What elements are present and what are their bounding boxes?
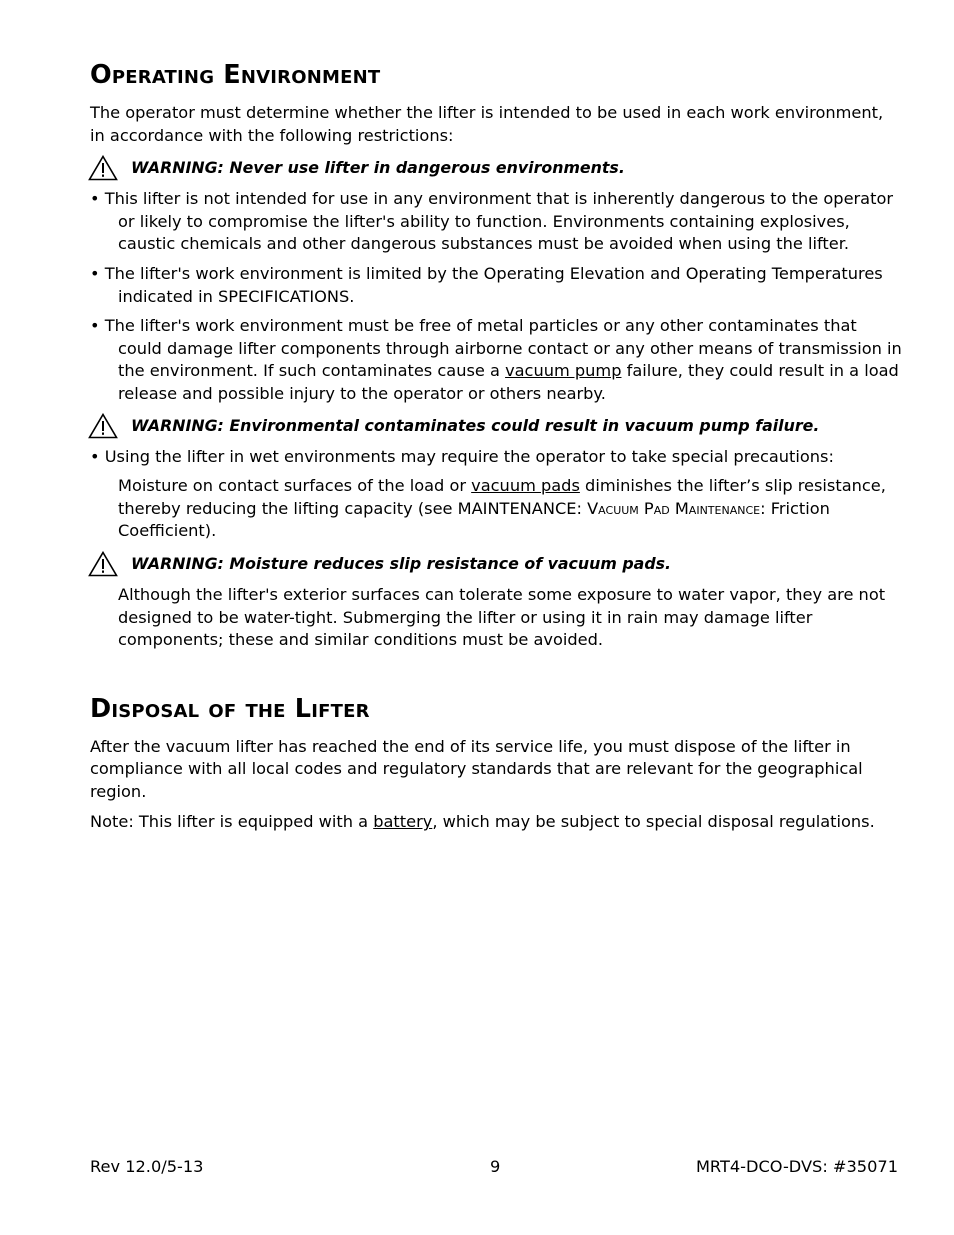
document-page [90, 58, 902, 842]
footer-revision: Rev 12.0/5-13 [90, 1157, 204, 1176]
warning-text: WARNING: Never use lifter in dangerous environments. [131, 158, 625, 178]
vacuum-pads-link[interactable]: vacuum pads [471, 476, 580, 496]
warning-contaminates [90, 413, 902, 439]
exterior-surfaces-paragraph: Although the lifter's exterior surfaces can tolerate some exposure to water vapor, they are not designed to be water-tight. Submerging the lifter or using it in rain may damage lifter components; these and similar conditions must be avoided. [118, 584, 886, 650]
note-text: , which may be subject to special disposal regulations. [432, 812, 875, 832]
moisture-paragraph [90, 475, 902, 543]
moisture-text: Moisture on contact surfaces of the load or [118, 476, 472, 496]
note-text: Note: This lifter is equipped with a [90, 812, 374, 832]
footer-page-number: 9 [490, 1157, 501, 1176]
warning-text: WARNING: Environmental contaminates could result in vacuum pump failure. [131, 415, 820, 435]
bullet-dangerous-environments: • This lifter is not intended for use in any environment that is inherently dangerous to the operator or likely to compromise the lifter's ability to function. Environments containing explosives, caustic chemicals and other dangerous substances must be avoided when using the lifter. [90, 189, 894, 254]
bullet-contaminates [90, 315, 902, 405]
warning-text: WARNING: Moisture reduces slip resistance of vacuum pads. [131, 553, 672, 573]
warning-moisture [90, 551, 902, 577]
battery-note [90, 811, 902, 834]
vacuum-pad-maintenance-ref: Vacuum Pad Maintenance [587, 498, 761, 518]
battery-link[interactable]: battery [373, 812, 433, 832]
disposal-paragraph: After the vacuum lifter has reached the end of its service life, you must dispose of the lifter in compliance with all local codes and regulatory standards that are relevant for the geographical region. [90, 736, 863, 801]
moisture-text: : Friction Coefficient). [118, 498, 830, 541]
moisture-text: diminishes the lifter’s slip resistance, thereby reducing the lifting capacity (see MAINTENANCE: [118, 476, 886, 518]
bullet-text: • The lifter's work environment must be free of metal particles or any other contaminates that could damage lifter components through airborne contact or any other means of transmission in the environment. If such contaminates cause a [90, 316, 902, 381]
warning-triangle-icon [88, 551, 118, 577]
operating-environment-intro: The operator must determine whether the lifter is intended to be used in each work environment, in accordance with the following restrictions: [90, 103, 884, 145]
warning-triangle-icon [88, 413, 118, 439]
footer-model: MRT4-DCO-DVS: #35071 [695, 1157, 898, 1176]
section-heading-disposal: Disposal of the Lifter [90, 693, 370, 724]
warning-triangle-icon [88, 155, 118, 181]
bullet-text: failure, they could result in a load release and possible injury to the operator or others nearby. [118, 361, 899, 403]
bullet-elevation-temperatures: • The lifter's work environment is limited by the Operating Elevation and Operating Temperatures indicated in SPECIFICATIONS. [90, 263, 883, 306]
vacuum-pump-link[interactable]: vacuum pump [505, 361, 622, 381]
warning-dangerous-environments [90, 155, 902, 181]
bullet-wet-environments: • Using the lifter in wet environments may require the operator to take special precautions: [90, 446, 834, 466]
section-heading-operating-environment: Operating Environment [90, 60, 381, 90]
